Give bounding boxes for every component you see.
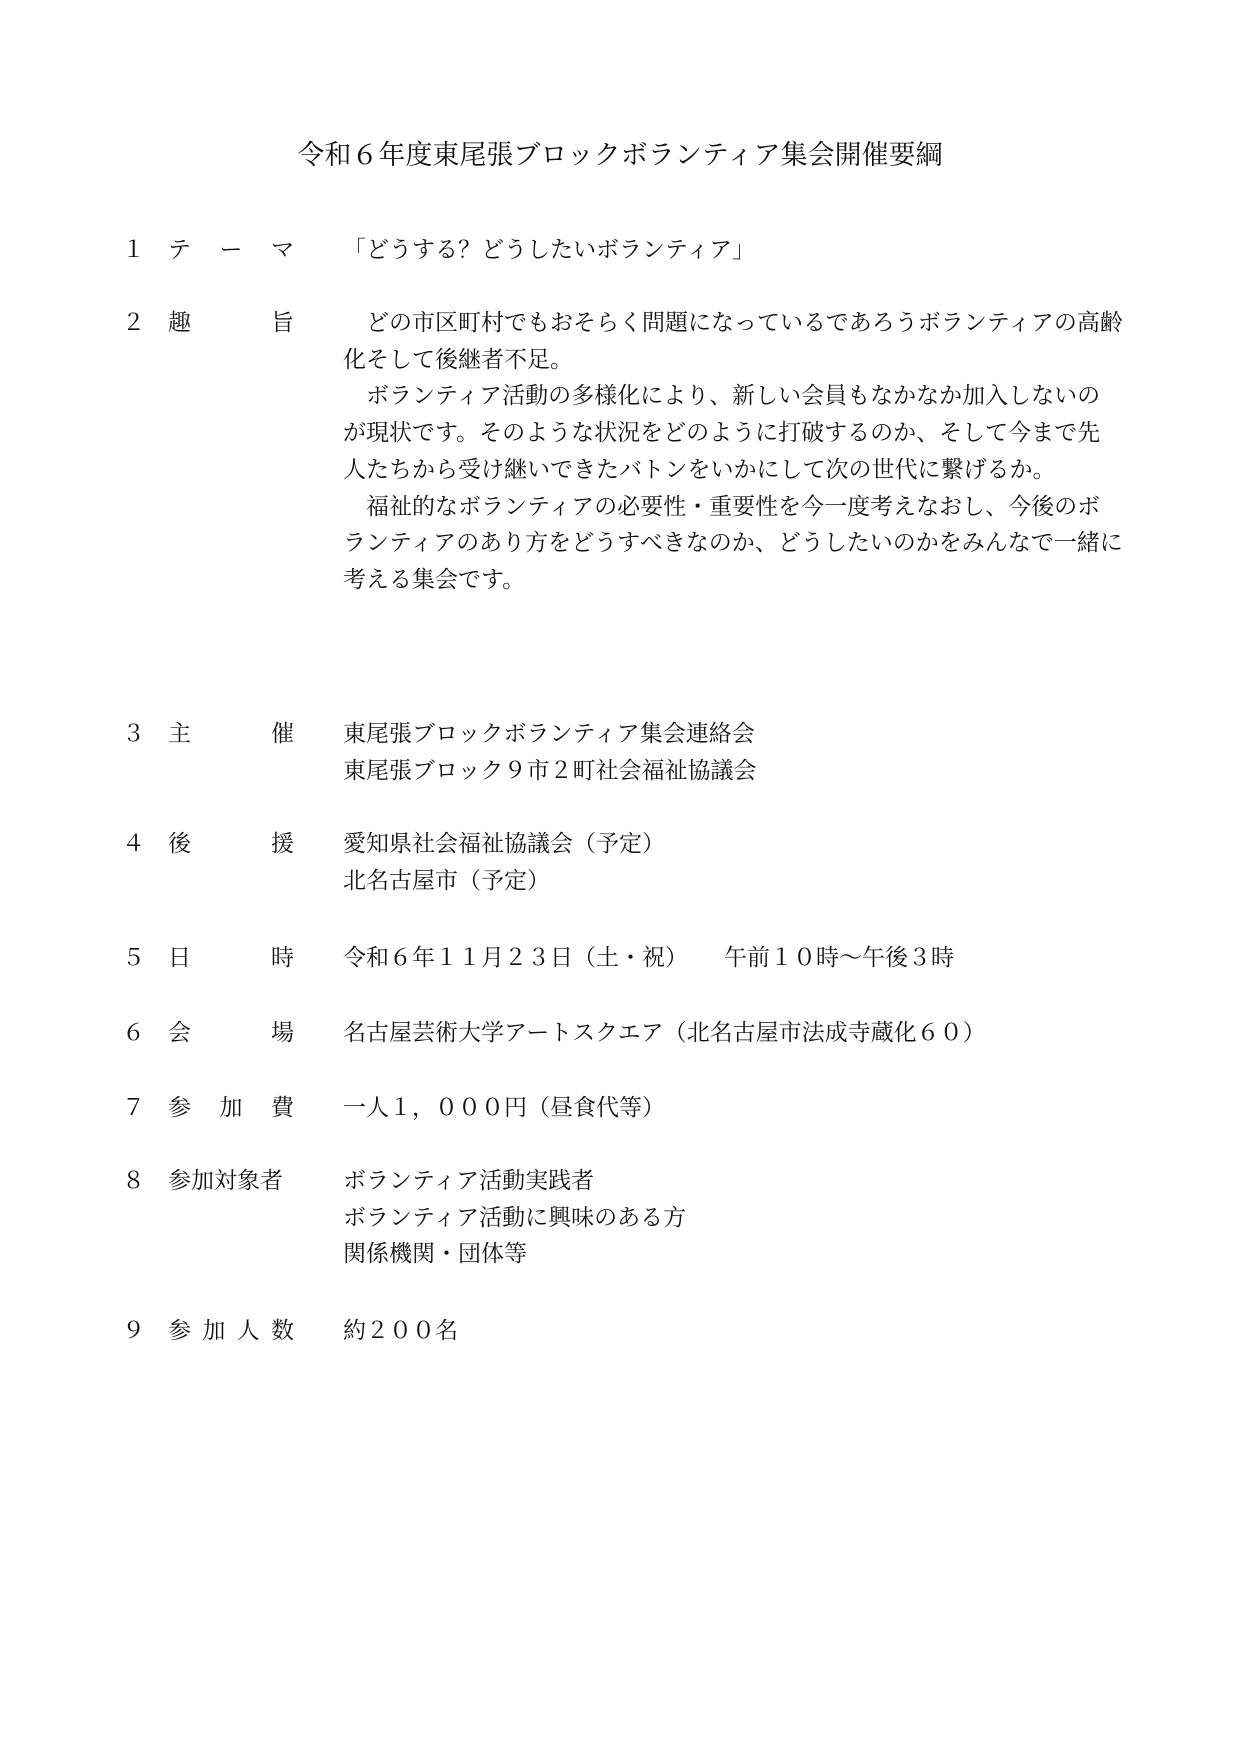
item-content <box>343 940 1123 977</box>
event-date: 令和６年１１月２３日（土・祝） <box>343 945 688 971</box>
fee-text: 一人１，０００円（昼食代等） <box>343 1095 665 1121</box>
item-content <box>343 232 1123 269</box>
item-label: 参 加 人 数 <box>168 1318 294 1344</box>
target-line: ボランティア活動に興味のある方 <box>343 1204 687 1231</box>
purpose-paragraph: ボランティア活動の多様化により、新しい会員もなかなか加入しないのが現状です。そのような状況をどのように打破するのか、そして今まで先人たちから受け継いできたバトンをいかにして次の世代に繋げるか。 <box>343 383 1101 483</box>
organizer-line: 東尾張ブロック９市２町社会福祉協議会 <box>343 757 757 784</box>
theme-text: 「どうする？どうしたいボランティア」 <box>343 237 756 263</box>
item-label: テ ー マ <box>168 237 294 263</box>
item-label: 参 加 費 <box>168 1095 294 1121</box>
item-content <box>343 1090 1123 1127</box>
support-line: 愛知県社会福祉協議会（予定） <box>343 831 665 857</box>
item-number: ３ <box>122 721 145 747</box>
purpose-paragraph: 福祉的なボランティアの必要性・重要性を今一度考えなおし、今後のボランティアのあり方をどうすべきなのか、どうしたいのかをみんなで一緒に考える集会です。 <box>343 493 1123 593</box>
target-line: 関係機関・団体等 <box>343 1241 527 1268</box>
item-content <box>343 305 1123 599</box>
item-label: 主 催 <box>168 721 294 747</box>
item-label: 趣 旨 <box>168 310 294 336</box>
document-title: 令和６年度東尾張ブロックボランティア集会開催要綱 <box>297 140 943 171</box>
item-label: 後 援 <box>168 831 294 857</box>
item-content <box>343 1163 1123 1273</box>
item-number: ２ <box>122 310 145 336</box>
item-number: ４ <box>122 831 145 857</box>
purpose-paragraph: どの市区町村でもおそらく問題になっているであろうボランティアの高齢化そして後継者不足。 <box>343 310 1123 373</box>
item-label: 会 場 <box>168 1020 294 1046</box>
item-content <box>343 826 1123 899</box>
event-time: 午前１０時～午後３時 <box>724 945 954 971</box>
item-number: ７ <box>122 1095 145 1121</box>
venue-text: 名古屋芸術大学アートスクエア（北名古屋市法成寺蔵化６０） <box>343 1020 986 1046</box>
item-number: １ <box>122 237 145 263</box>
capacity-text: 約２００名 <box>343 1318 458 1344</box>
item-number: ５ <box>122 945 145 971</box>
item-label: 日 時 <box>168 945 294 971</box>
item-label: 参加対象者 <box>168 1168 283 1194</box>
support-line: 北名古屋市（予定） <box>343 867 550 894</box>
target-line: ボランティア活動実践者 <box>343 1168 595 1194</box>
item-content <box>343 1015 1123 1052</box>
item-number: ９ <box>122 1318 145 1344</box>
item-number: ６ <box>122 1020 145 1046</box>
item-content <box>343 1313 1123 1350</box>
item-content <box>343 716 1123 789</box>
item-number: ８ <box>122 1168 145 1194</box>
organizer-line: 東尾張ブロックボランティア集会連絡会 <box>343 721 755 747</box>
